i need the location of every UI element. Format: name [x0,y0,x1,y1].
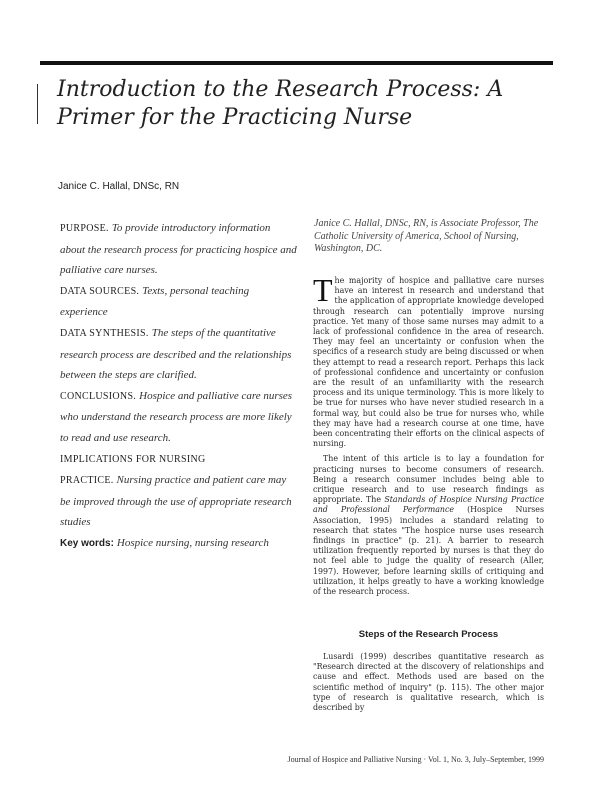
body-paragraph-1-text: he majority of hospice and palliative care nurses have an interest in research and understand that the application of appropriate knowledge developed through research can potentially improve nursing practice. Yet many of those same nurses may admit to a lack of professional confidence in the area of research. They may feel an uncertainty or confusion when the specifics of a research study are being discussed or when they attempt to read a research report. Perhaps this lack of professional confidence and uncertainty or confusion are the result of an unfamiliarity with the research process and its unique terminology. This is more likely to be true for nurses who have never studied research in a formal way, but could also be true for nurses who, while they may have had a research course at one time, have been concentrating their efforts on the clinical aspects of nursing. [313,276,544,449]
section-heading: Steps of the Research Process [358,629,499,640]
abstract-implications-label: IMPLICATIONS FOR NURSING PRACTICE. [60,453,206,487]
abstract-purpose-text: To provide introductory information about the research process for practicing hospice and palliative care nurses. [60,222,297,277]
abstract-keywords-label: Key words: [60,537,114,549]
abstract-conclusions [60,386,298,449]
author-affiliation: Janice C. Hallal, DNSc, RN, is Associate Professor, The Catholic University of America, School of Nursing, Washington, DC. [314,218,539,255]
abstract-data-sources [60,281,298,323]
body-paragraph-2-citation-title: Standards of Hospice Nursing Practice and Professional Performance [313,495,544,515]
abstract-data-sources-label: DATA SOURCES. [60,285,140,297]
body-text [313,272,544,597]
abstract-purpose [60,218,298,281]
abstract-conclusions-text: Hospice and palliative care nurses who understand the research process are more likely to read and use research. [60,389,293,444]
body-paragraph-2-text-b: (Hospice Nurses Association, 1995) includes a standard relating to research that states "The hospice nurse uses research findings in practice" (p. 21). A barrier to research utilization frequently reported by nurses is that they do not feel able to judge the quality of research (Aller, 1997). However, before learning skills of critiquing and utilization, it helps greatly to have a working knowledge of the research process. [313,505,544,597]
abstract-implications-text: Nursing practice and patient care may be improved through the use of appropriate research studies [60,474,292,529]
abstract-data-synthesis-text: The steps of the quantitative research process are described and the relationships between the steps are clarified. [60,326,292,382]
abstract-data-synthesis [60,323,298,386]
body-paragraph-3: Lusardi (1999) describes quantitative research as "Research directed at the discovery of relationships and cause and effect. Methods used are based on the scientific method of inquiry" (p. 115). The other major type of research is qualitative research, which is described by [313,652,544,713]
drop-cap: T [313,272,333,308]
journal-footer: Journal of Hospice and Palliative Nursing · Vol. 1, No. 3, July–September, 1999 [287,755,544,764]
abstract-keywords-text: Hospice nursing, nursing research [116,536,269,549]
abstract-conclusions-label: CONCLUSIONS. [60,390,137,402]
abstract-data-sources-text: Texts, personal teaching experience [60,284,250,319]
abstract-purpose-label: PURPOSE. [60,223,109,234]
body-paragraph-1 [313,272,544,449]
abstract-keywords [60,533,298,555]
abstract-data-synthesis-label: DATA SYNTHESIS. [60,327,149,339]
article-title: Introduction to the Research Process: A Primer for the Practicing Nurse [57,77,504,130]
body-paragraph-2 [313,454,544,597]
abstract-implications [60,449,298,533]
title-margin-line [37,84,38,124]
abstract [60,218,298,555]
author-byline: Janice C. Hallal, DNSc, RN [58,181,180,192]
body-paragraph-2-text-a: The intent of this article is to lay a foundation for practicing nurses to become consumers of research. Being a research consumer includes being able to critique research and to use research findings as appropriate. The [313,454,544,505]
header-rule [40,61,553,65]
